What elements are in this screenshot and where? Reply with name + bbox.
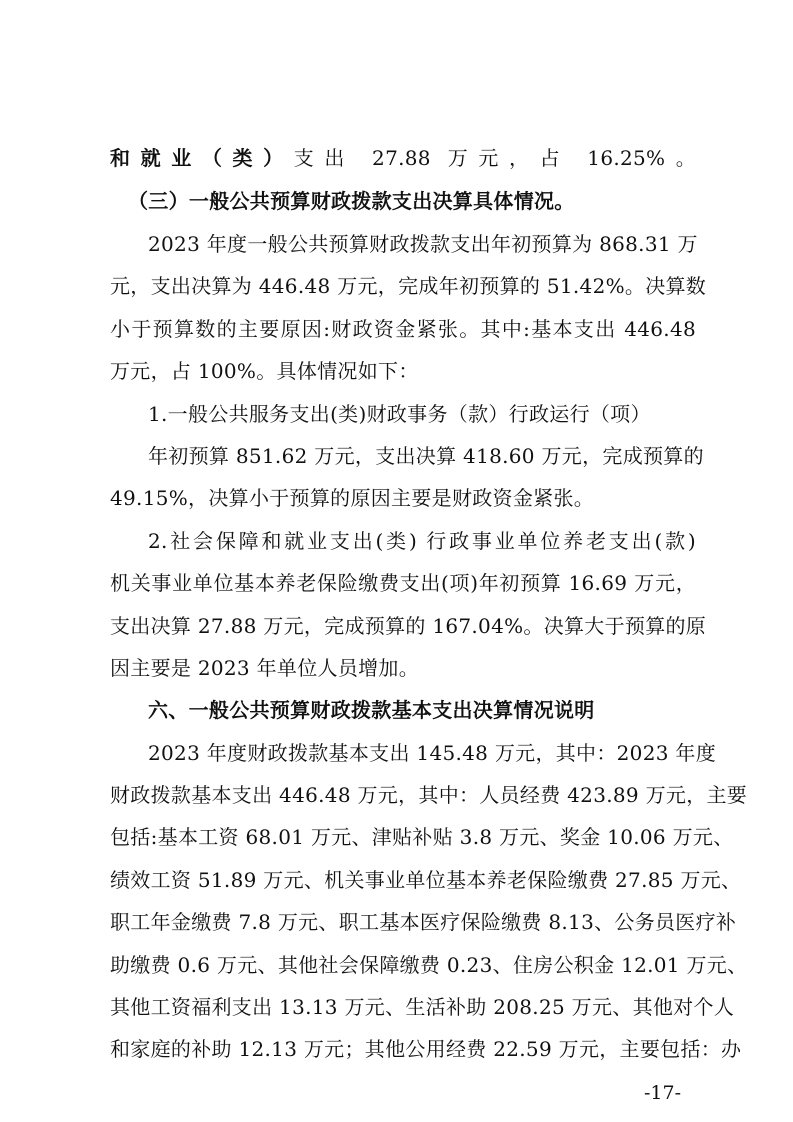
paragraph-line: 元，支出决算为 446.48 万元，完成年初预算的 51.42%。决算数	[110, 274, 707, 298]
paragraph-line	[110, 145, 696, 171]
paragraph-line: 和家庭的补助 12.13 万元；其他公用经费 22.59 万元，主要包括：办	[110, 1037, 742, 1061]
paragraph-line: 助缴费 0.6 万元、其他社会保障缴费 0.23、住房公积金 12.01 万元、	[110, 953, 748, 977]
paragraph-line: 绩效工资 51.89 万元、机关事业单位基本养老保险缴费 27.85 万元、	[110, 868, 742, 892]
paragraph-line: 年初预算 851.62 万元，支出决算 418.60 万元，完成预算的	[148, 444, 704, 468]
section-heading: （三）一般公共预算财政拨款支出决算具体情况。	[128, 189, 575, 213]
paragraph-line: 因主要是 2023 年单位人员增加。	[110, 656, 420, 680]
page-number: -17-	[644, 1082, 682, 1104]
paragraph-line: 机关事业单位基本养老保险缴费支出(项)年初预算 16.69 万元，	[110, 571, 696, 595]
paragraph-line: 小于预算数的主要原因:财政资金紧张。其中:基本支出 446.48	[110, 317, 696, 341]
paragraph-line: 职工年金缴费 7.8 万元、职工基本医疗保险缴费 8.13、公务员医疗补	[110, 910, 737, 934]
paragraph-line: 49.15%，决算小于预算的原因主要是财政资金紧张。	[110, 486, 595, 510]
paragraph-line: 万元，占 100%。具体情况如下：	[110, 359, 419, 383]
paragraph-line: 其他工资福利支出 13.13 万元、生活补助 208.25 万元、其他对个人	[110, 995, 735, 1019]
list-item-heading: 2.社会保障和就业支出(类) 行政事业单位养老支出(款)	[148, 529, 696, 553]
paragraph-line: 支出决算 27.88 万元，完成预算的 167.04%。决算大于预算的原	[110, 614, 707, 638]
line-text: 支出 27.88 万元，占 16.25%。	[293, 146, 696, 170]
list-item-heading: 1.一般公共服务支出(类)财政事务（款）行政运行（项）	[148, 402, 651, 426]
category-label: 和就业（类）	[110, 146, 294, 170]
section-heading: 六、一般公共预算财政拨款基本支出决算情况说明	[148, 698, 595, 722]
paragraph-line: 2023 年度财政拨款基本支出 145.48 万元，其中：2023 年度	[148, 741, 717, 765]
paragraph-line: 财政拨款基本支出 446.48 万元，其中：人员经费 423.89 万元，主要	[110, 783, 748, 807]
paragraph-line: 2023 年度一般公共预算财政拨款支出年初预算为 868.31 万	[148, 232, 698, 256]
paragraph-line: 包括:基本工资 68.01 万元、津贴补贴 3.8 万元、奖金 10.06 万元、	[110, 825, 734, 849]
